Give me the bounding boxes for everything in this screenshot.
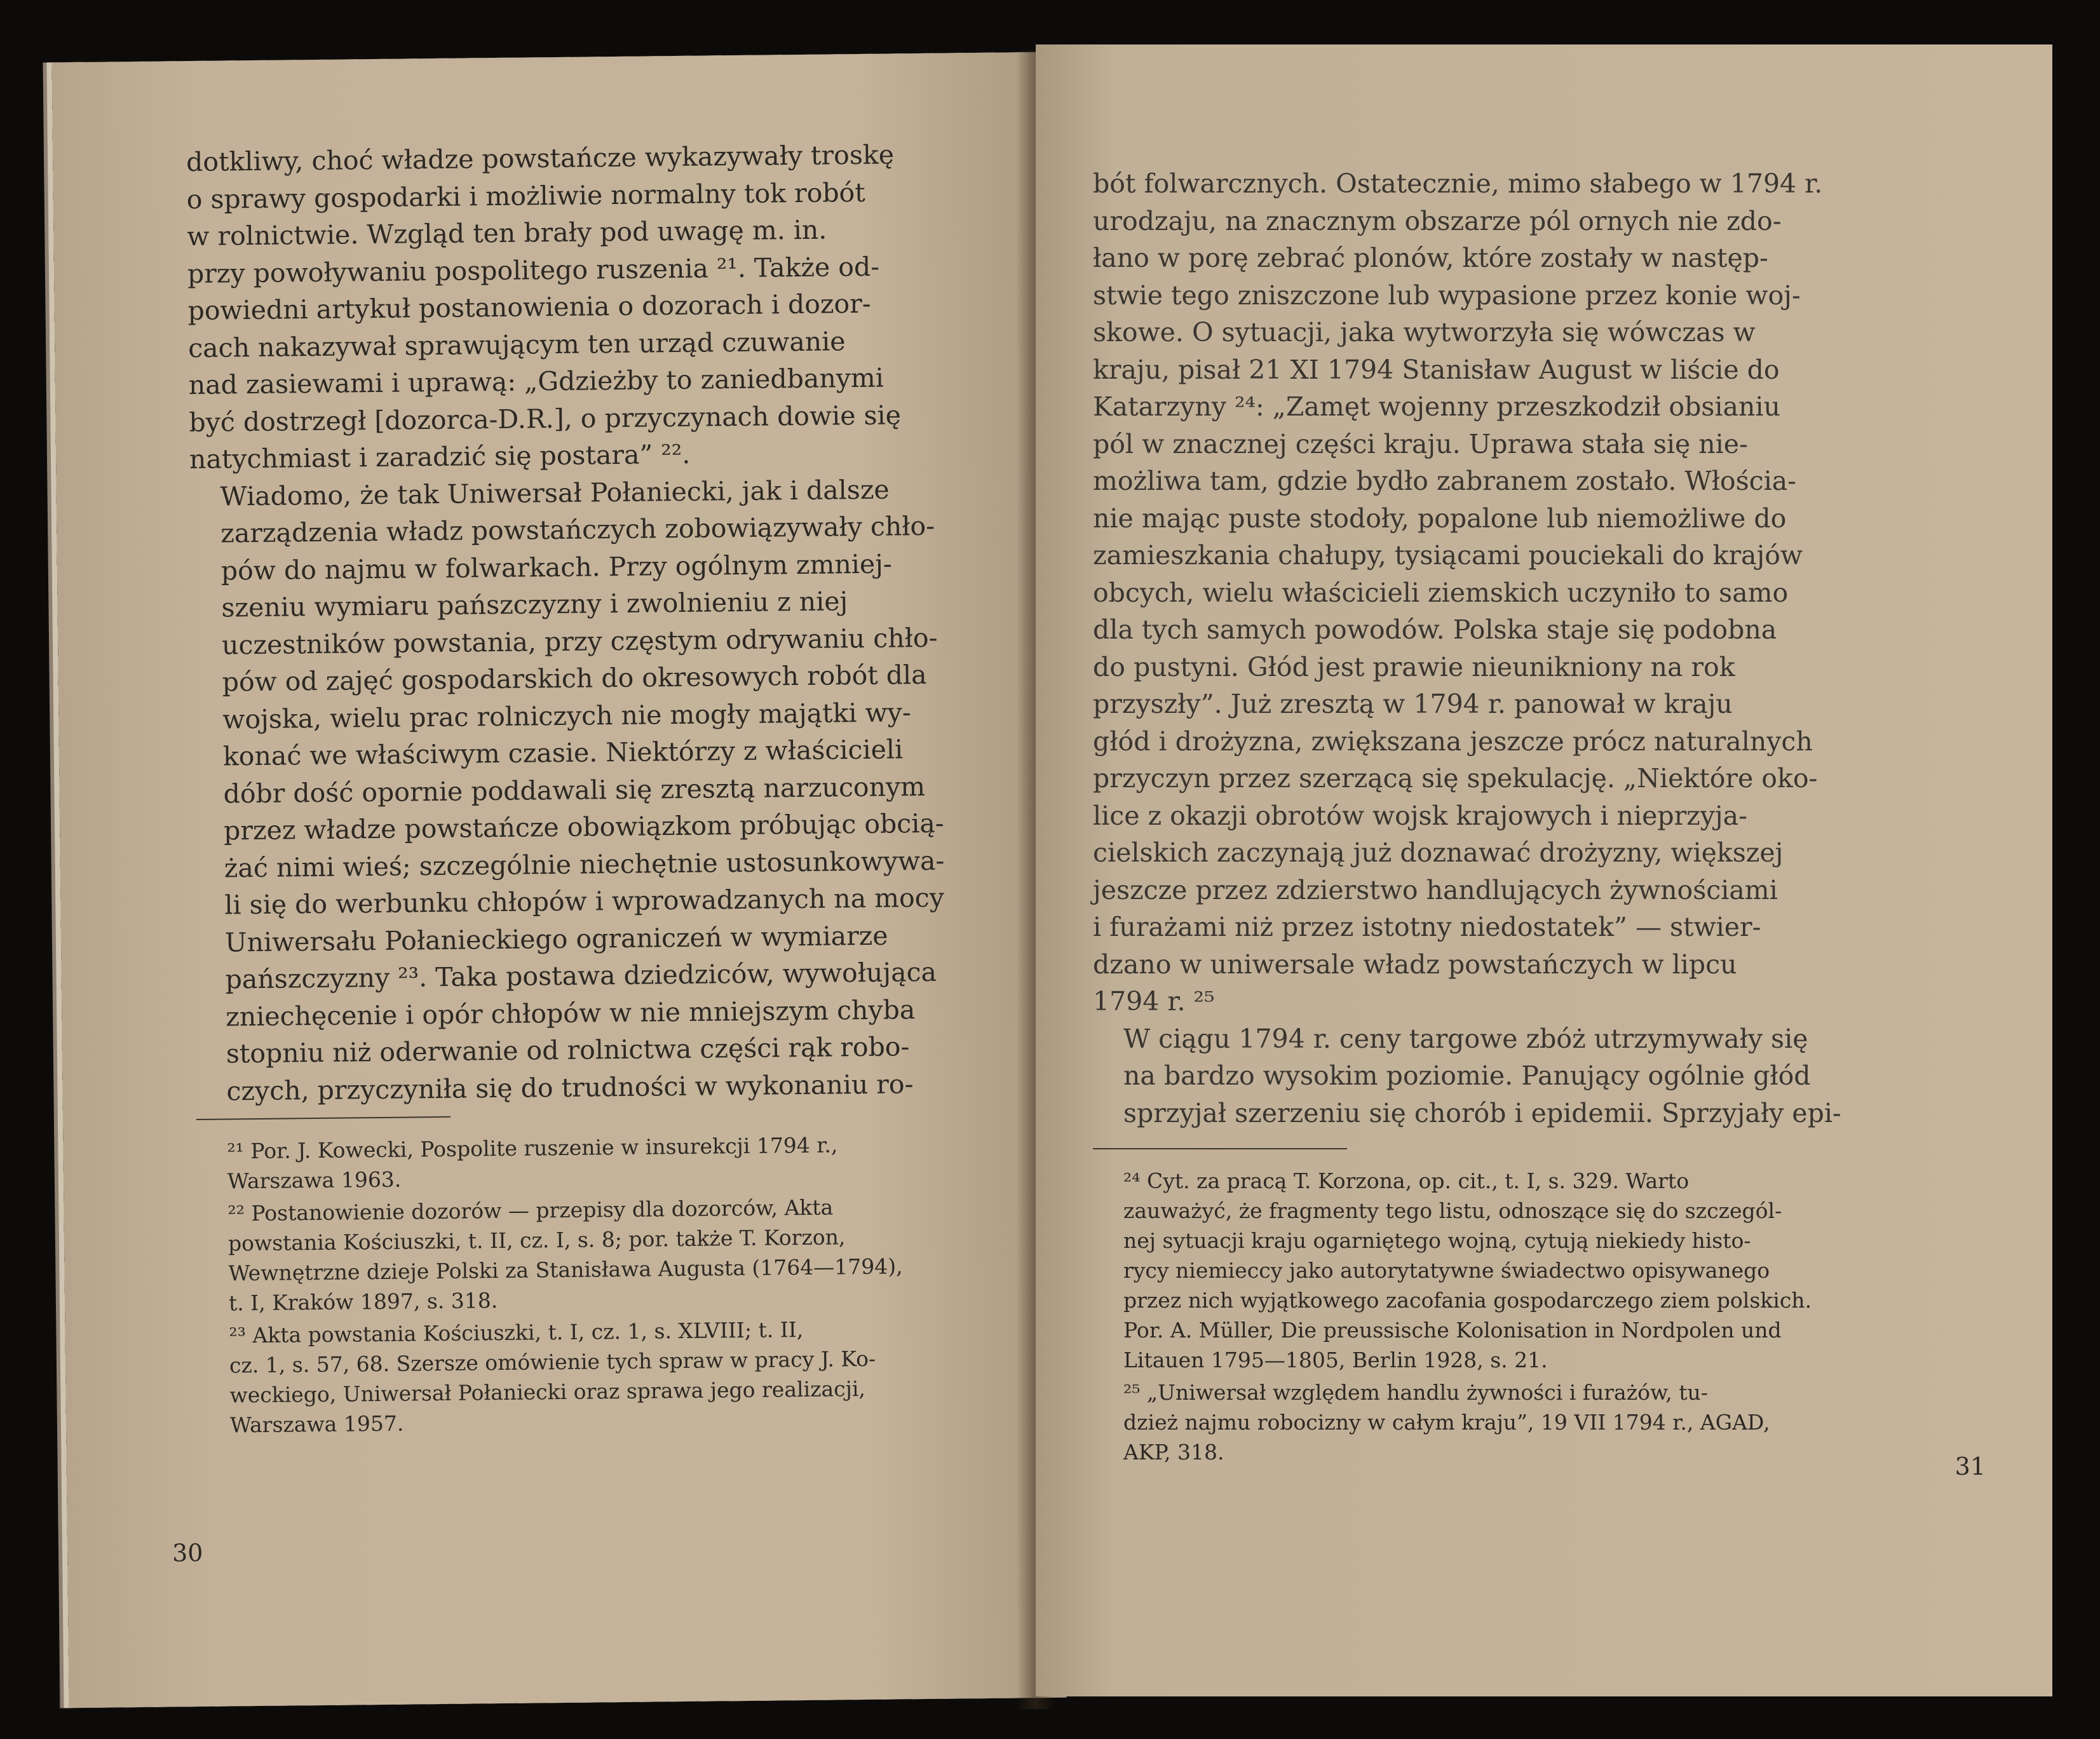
text-line: pańszczyzny ²³. Taka postawa dziedziców, wywołująca xyxy=(225,956,937,995)
left-paragraph-2 xyxy=(189,470,1003,1110)
text-line: Katarzyny ²⁴: „Zamęt wojenny przeszkodził obsianiu xyxy=(1093,391,1780,422)
footnote xyxy=(198,1313,1006,1440)
right-footnotes xyxy=(1093,1166,1995,1467)
text-line: przyczyn przez szerzącą się spekulację. „Niektóre oko- xyxy=(1093,763,1818,794)
text-line: powiedni artykuł postanowienia o dozorach i dozor- xyxy=(187,288,871,327)
left-paragraph-1 xyxy=(186,135,996,478)
footnote-line: rycy niemieccy jako autorytatywne świadectwo opisywanego xyxy=(1123,1258,1770,1283)
left-footnotes xyxy=(196,1128,1006,1440)
footnote-line: Por. A. Müller, Die preussische Kolonisation in Nordpolen und xyxy=(1123,1318,1782,1343)
text-line: zarządzenia władz powstańczych zobowiązywały chło- xyxy=(220,510,935,549)
text-line: lice z okazji obrotów wojsk krajowych i nieprzyja- xyxy=(1093,800,1747,831)
text-line: sprzyjał szerzeniu się chorób i epidemii. Sprzyjały epi- xyxy=(1123,1097,1841,1128)
left-body-text xyxy=(186,135,1003,1110)
text-line: dóbr dość opornie poddawali się zresztą narzuconym xyxy=(223,771,926,809)
text-line: bót folwarcznych. Ostatecznie, mimo słabego w 1794 r. xyxy=(1093,168,1823,199)
left-page xyxy=(51,52,1066,1708)
text-line: cielskich zaczynają już doznawać drożyzny, większej xyxy=(1093,837,1784,868)
footnote xyxy=(1093,1377,1995,1467)
footnote-line: Warszawa 1963. xyxy=(227,1167,402,1194)
footnote-line: zauważyć, że fragmenty tego listu, odnoszące się do szczegól- xyxy=(1123,1198,1782,1223)
text-line: na bardzo wysokim poziomie. Panujący ogólnie głód xyxy=(1123,1060,1811,1091)
right-page xyxy=(1036,44,2052,1696)
text-line: stwie tego zniszczone lub wypasione przez konie woj- xyxy=(1093,280,1801,311)
text-line: pów od zajęć gospodarskich do okresowych robót dla xyxy=(222,659,927,698)
footnote xyxy=(197,1191,1005,1318)
text-line: przyszły”. Już zresztą w 1794 r. panował w kraju xyxy=(1093,689,1733,719)
text-line: urodzaju, na znacznym obszarze pól ornych nie zdo- xyxy=(1093,205,1782,236)
book-spread xyxy=(35,32,2043,1715)
text-line: uczestników powstania, przy częstym odrywaniu chło- xyxy=(221,622,938,661)
text-line: szeniu wymiaru pańszczyzny i zwolnieniu z niej xyxy=(221,586,848,623)
text-line: dotkliwy, choć władze powstańcze wykazywały troskę xyxy=(186,139,895,178)
footnote-line: weckiego, Uniwersał Połaniecki oraz sprawa jego realizacji, xyxy=(229,1376,866,1408)
footnote-line: ²³ Akta powstania Kościuszki, t. I, cz. 1, s. XLVIII; t. II, xyxy=(229,1317,804,1348)
right-paragraph-2 xyxy=(1093,1020,1995,1132)
text-line: nad zasiewami i uprawą: „Gdzieżby to zaniedbanymi xyxy=(188,362,884,401)
footnote-line: cz. 1, s. 57, 68. Szersze omówienie tych spraw w pracy J. Ko- xyxy=(229,1346,876,1378)
footnote-rule xyxy=(1093,1148,1347,1149)
footnote-line: Warszawa 1957. xyxy=(229,1411,404,1438)
text-line: pów do najmu w folwarkach. Przy ogólnym zmniej- xyxy=(220,548,892,586)
text-line: możliwa tam, gdzie bydło zabranem zostało. Włościa- xyxy=(1093,466,1796,496)
page-number-right: 31 xyxy=(1954,1452,1986,1480)
text-line: łano w porę zebrać plonów, które zostały w następ- xyxy=(1093,243,1768,273)
text-line: dzano w uniwersale władz powstańczych w lipcu xyxy=(1093,949,1737,980)
text-line: żać nimi wieś; szczególnie niechętnie ustosunkowywa- xyxy=(224,845,945,884)
text-line: kraju, pisał 21 XI 1794 Stanisław August w liście do xyxy=(1093,354,1780,385)
footnote-line: Wewnętrzne dzieje Polski za Stanisława Augusta (1764—1794), xyxy=(228,1254,903,1286)
footnote xyxy=(1093,1166,1995,1375)
text-line: głód i drożyzna, zwiększana jeszcze prócz naturalnych xyxy=(1093,726,1813,757)
text-line: Wiadomo, że tak Uniwersał Połaniecki, jak i dalsze xyxy=(220,474,890,512)
text-line: Uniwersału Połanieckiego ograniczeń w wymiarze xyxy=(224,920,888,958)
text-line: nie mając puste stodoły, popalone lub niemożliwe do xyxy=(1093,503,1787,534)
text-line: o sprawy gospodarki i możliwie normalny tok robót xyxy=(186,177,865,215)
footnote-line: AKP, 318. xyxy=(1123,1440,1224,1465)
footnote-line: ²⁵ „Uniwersał względem handlu żywności i furażów, tu- xyxy=(1123,1380,1708,1405)
text-line: przez władze powstańcze obowiązkom próbując obcią- xyxy=(223,808,944,846)
right-paragraph-1 xyxy=(1093,165,1995,1020)
text-line: zniechęcenie i opór chłopów w nie mniejszym chyba xyxy=(225,994,916,1032)
footnote-line: Litauen 1795—1805, Berlin 1928, s. 21. xyxy=(1123,1348,1548,1372)
text-line: zamieszkania chałupy, tysiącami pouciekali do krajów xyxy=(1093,540,1803,571)
text-line: wojska, wielu prac rolniczych nie mogły majątki wy- xyxy=(222,696,911,735)
text-line: stopniu niż oderwanie od rolnictwa części rąk robo- xyxy=(226,1031,910,1069)
text-line: konać we właściwym czasie. Niektórzy z właścicieli xyxy=(222,734,904,772)
text-line: czych, przyczyniła się do trudności w wykonaniu ro- xyxy=(226,1068,914,1106)
text-line: i furażami niż przez istotny niedostatek” — stwier- xyxy=(1093,912,1761,942)
text-line: być dostrzegł [dozorca-D.R.], o przyczynach dowie się xyxy=(189,399,902,438)
text-line: natychmiast i zaradzić się postara” ²². xyxy=(189,438,691,475)
text-line: W ciągu 1794 r. ceny targowe zbóż utrzymywały się xyxy=(1123,1023,1808,1054)
text-line: przy powoływaniu pospolitego ruszenia ²¹. Także od- xyxy=(187,251,880,289)
footnote-line: powstania Kościuszki, t. II, cz. I, s. 8; por. także T. Korzon, xyxy=(227,1224,846,1256)
text-line: li się do werbunku chłopów i wprowadzanych na mocy xyxy=(224,882,945,921)
footnote-line: ²² Postanowienie dozorów — przepisy dla dozorców, Akta xyxy=(227,1194,834,1226)
footnote-line: przez nich wyjątkowego zacofania gospodarczego ziem polskich. xyxy=(1123,1288,1812,1313)
footnote-line: t. I, Kraków 1897, s. 318. xyxy=(228,1288,498,1316)
text-line: pól w znacznej części kraju. Uprawa stała się nie- xyxy=(1093,428,1748,459)
page-number-left: 30 xyxy=(172,1538,203,1567)
text-line: dla tych samych powodów. Polska staje się podobna xyxy=(1093,614,1777,645)
text-line: obcych, wielu właścicieli ziemskich uczyniło to samo xyxy=(1093,577,1789,608)
footnote-line: nej sytuacji kraju ogarniętego wojną, cytują niekiedy histo- xyxy=(1123,1228,1751,1253)
text-line: 1794 r. ²⁵ xyxy=(1093,986,1215,1017)
text-line: skowe. O sytuacji, jaka wytworzyła się wówczas w xyxy=(1093,317,1756,348)
footnote xyxy=(196,1128,1004,1196)
footnote-line: dzież najmu robocizny w całym kraju”, 19 VII 1794 r., AGAD, xyxy=(1123,1410,1770,1435)
footnote-line: ²⁴ Cyt. za pracą T. Korzona, op. cit., t. I, s. 329. Warto xyxy=(1123,1168,1690,1193)
footnote-rule xyxy=(196,1116,450,1120)
text-line: w rolnictwie. Wzgląd ten brały pod uwagę m. in. xyxy=(187,214,827,252)
text-line: jeszcze przez zdzierstwo handlujących żywnościami xyxy=(1093,874,1778,905)
footnote-line: ²¹ Por. J. Kowecki, Pospolite ruszenie w insurekcji 1794 r., xyxy=(227,1132,838,1164)
text-line: cach nakazywał sprawującym ten urząd czuwanie xyxy=(187,325,846,363)
text-line: do pustyni. Głód jest prawie nieunikniony na rok xyxy=(1093,651,1735,682)
right-body-text xyxy=(1093,165,1995,1132)
